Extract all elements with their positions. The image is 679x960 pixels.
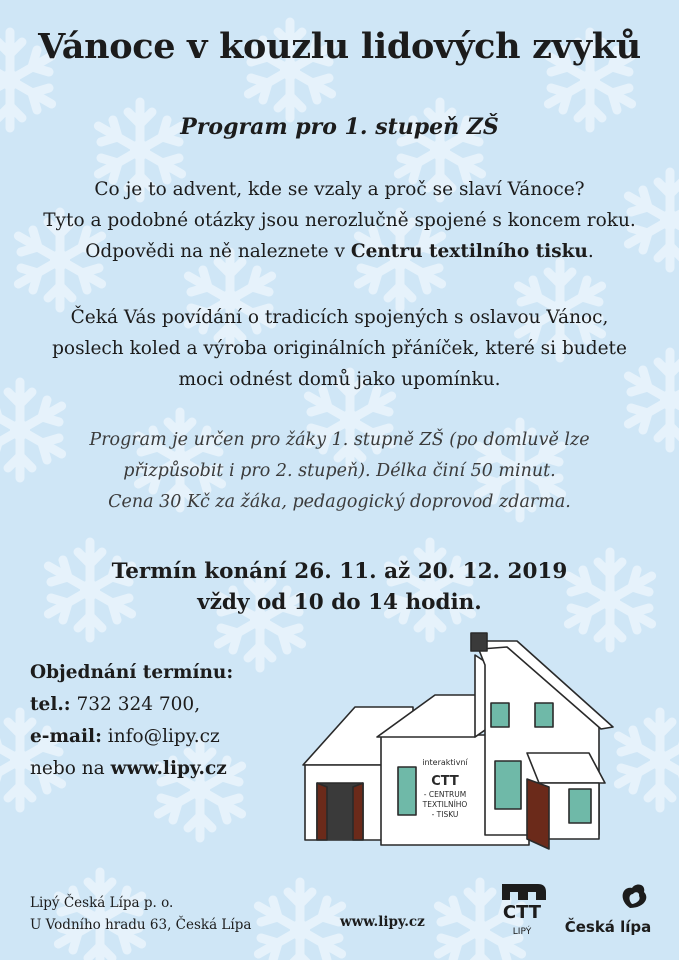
- event-dates: [0, 556, 679, 618]
- web-row: [30, 753, 233, 785]
- centre-name: Centru textilního tisku: [350, 241, 588, 262]
- description-line: Čeká Vás povídání o tradicích spojených s oslavou Vánoc,: [70, 307, 609, 328]
- program-note: [0, 425, 679, 518]
- intro-line: Tyto a podobné otázky jsou nerozlučně spojené s koncem roku.: [43, 210, 636, 231]
- note-line: přizpůsobit i pro 2. stupeň). Délka činí 50 minut.: [123, 461, 556, 481]
- phone-row: [30, 689, 233, 721]
- email-link[interactable]: info@lipy.cz: [101, 726, 220, 747]
- ctt-logo: [490, 878, 554, 942]
- intro-text: Odpovědi na ně naleznete v: [85, 241, 351, 262]
- sign-ctt: CTT: [431, 774, 459, 789]
- note-line: Cena 30 Kč za žáka, pedagogický doprovod zdarma.: [108, 492, 571, 512]
- intro-text: .: [587, 241, 594, 262]
- intro-line: Co je to advent, kde se vzaly a proč se slaví Vánoce?: [94, 179, 585, 200]
- page-subtitle: Program pro 1. stupeň ZŠ: [180, 114, 499, 140]
- sign-line: interaktivní: [422, 758, 468, 767]
- footer-org: Lipý Česká Lípa p. o.: [30, 895, 174, 911]
- intro-line: [0, 236, 679, 267]
- hours-line: vždy od 10 do 14 hodin.: [197, 590, 482, 615]
- intro-paragraph: [0, 174, 679, 267]
- footer-address: [30, 892, 251, 936]
- ctt-logo-text: CTT: [502, 902, 542, 923]
- ceska-lipa-logo-text: Česká lípa: [564, 918, 652, 936]
- order-contact: [30, 657, 233, 785]
- ceska-lipa-logo: [560, 878, 656, 942]
- phone-value[interactable]: 732 324 700,: [70, 694, 201, 715]
- phone-label: tel.:: [30, 694, 71, 715]
- description-line: moci odnést domů jako upomínku.: [178, 369, 501, 390]
- email-row: [30, 721, 233, 753]
- web-prefix: nebo na: [30, 758, 111, 779]
- page-title: Vánoce v kouzlu lidových zvyků: [38, 26, 641, 67]
- sign-line: TEXTILNÍHO: [422, 800, 468, 809]
- web-link[interactable]: www.lipy.cz: [110, 758, 227, 779]
- footer-web-link[interactable]: www.lipy.cz: [340, 914, 425, 930]
- linden-leaf-icon: [623, 885, 647, 908]
- email-label: e-mail:: [30, 726, 102, 747]
- house-illustration: [295, 625, 625, 865]
- order-heading: Objednání termínu:: [30, 662, 234, 683]
- sign-line: - TISKU: [431, 810, 459, 819]
- footer-street: U Vodního hradu 63, Česká Lípa: [30, 917, 252, 933]
- description-paragraph: [0, 302, 679, 395]
- note-line: Program je určen pro žáky 1. stupně ZŠ (po domluvě lze: [89, 430, 590, 450]
- dates-line: Termín konání 26. 11. až 20. 12. 2019: [111, 559, 568, 584]
- description-line: poslech koled a výroba originálních přáníček, které si budete: [52, 338, 627, 359]
- ctt-logo-sub: LIPÝ: [512, 927, 532, 937]
- sign-line: - CENTRUM: [423, 790, 467, 799]
